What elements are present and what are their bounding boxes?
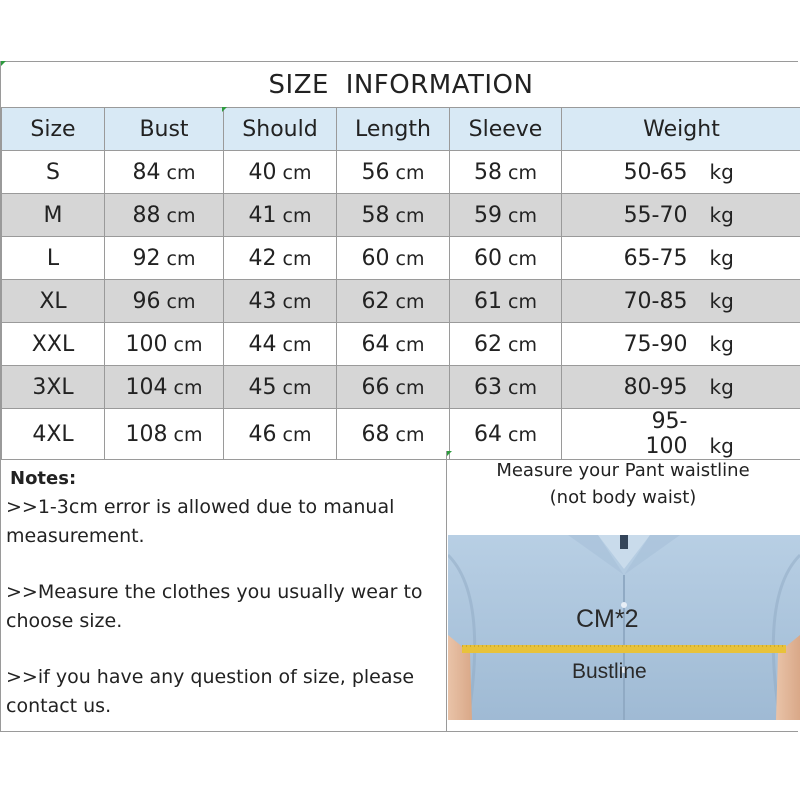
cell-bust: 92 cm — [105, 237, 224, 280]
cell-weight: 55-70 kg — [562, 194, 800, 237]
cell-should: 46 cm — [224, 409, 337, 460]
cell-length: 64 cm — [337, 323, 450, 366]
measure-caption-line1: Measure your Pant waistline — [496, 460, 750, 481]
measure-caption — [448, 457, 798, 511]
cell-sleeve: 62 cm — [450, 323, 562, 366]
header-weight: Weight — [562, 108, 800, 151]
corner-marker — [1, 61, 6, 66]
cell-bust: 96 cm — [105, 280, 224, 323]
measure-caption-line2: (not body waist) — [549, 487, 697, 508]
cell-size: M — [2, 194, 105, 237]
table-header-row — [2, 108, 800, 151]
cell-sleeve: 63 cm — [450, 366, 562, 409]
cell-size: 4XL — [2, 409, 105, 460]
cell-should: 43 cm — [224, 280, 337, 323]
cell-size: XXL — [2, 323, 105, 366]
cell-should: 44 cm — [224, 323, 337, 366]
table-row — [2, 323, 800, 366]
cell-should: 42 cm — [224, 237, 337, 280]
table-row — [2, 280, 800, 323]
cell-size: 3XL — [2, 366, 105, 409]
photo-label-cm: CM*2 — [576, 605, 639, 633]
cell-length: 56 cm — [337, 151, 450, 194]
cell-weight: 50-65 kg — [562, 151, 800, 194]
bust-measurement-photo — [448, 535, 800, 720]
note-item: >>Measure the clothes you usually wear to choose size. — [6, 581, 423, 632]
note-item: >>if you have any question of size, please contact us. — [6, 666, 415, 717]
header-sleeve: Sleeve — [450, 108, 562, 151]
chart-title: SIZE INFORMATION — [268, 69, 534, 100]
cell-should: 45 cm — [224, 366, 337, 409]
cell-weight: 75-90 kg — [562, 323, 800, 366]
photo-label-bustline: Bustline — [572, 660, 647, 683]
notes-title: Notes: — [10, 468, 77, 489]
header-length: Length — [337, 108, 450, 151]
cell-bust: 104 cm — [105, 366, 224, 409]
notes-section — [0, 451, 447, 732]
cell-length: 66 cm — [337, 366, 450, 409]
cell-sleeve: 58 cm — [450, 151, 562, 194]
cell-length: 58 cm — [337, 194, 450, 237]
table-row — [2, 194, 800, 237]
cell-length: 60 cm — [337, 237, 450, 280]
table-row — [2, 237, 800, 280]
cell-should: 40 cm — [224, 151, 337, 194]
cell-sleeve: 59 cm — [450, 194, 562, 237]
cell-should: 41 cm — [224, 194, 337, 237]
cell-sleeve: 61 cm — [450, 280, 562, 323]
corner-marker — [447, 451, 452, 456]
cell-bust: 84 cm — [105, 151, 224, 194]
corner-marker — [222, 107, 227, 112]
table-body — [2, 151, 800, 460]
cell-bust: 108 cm — [105, 409, 224, 460]
cell-weight: 70-85 kg — [562, 280, 800, 323]
cell-weight: 80-95 kg — [562, 366, 800, 409]
header-bust: Bust — [105, 108, 224, 151]
cell-size: S — [2, 151, 105, 194]
note-item: >>1-3cm error is allowed due to manual measurement. — [6, 496, 395, 547]
cell-size: XL — [2, 280, 105, 323]
cell-bust: 88 cm — [105, 194, 224, 237]
cell-length: 68 cm — [337, 409, 450, 460]
cell-size: L — [2, 237, 105, 280]
header-size: Size — [2, 108, 105, 151]
table-row — [2, 366, 800, 409]
cell-sleeve: 60 cm — [450, 237, 562, 280]
cell-weight: 65-75 kg — [562, 237, 800, 280]
size-table — [1, 107, 800, 460]
cell-bust: 100 cm — [105, 323, 224, 366]
cell-weight: 95-100 kg — [562, 409, 800, 460]
cell-length: 62 cm — [337, 280, 450, 323]
table-row — [2, 151, 800, 194]
header-should: Should — [224, 108, 337, 151]
cell-sleeve: 64 cm — [450, 409, 562, 460]
